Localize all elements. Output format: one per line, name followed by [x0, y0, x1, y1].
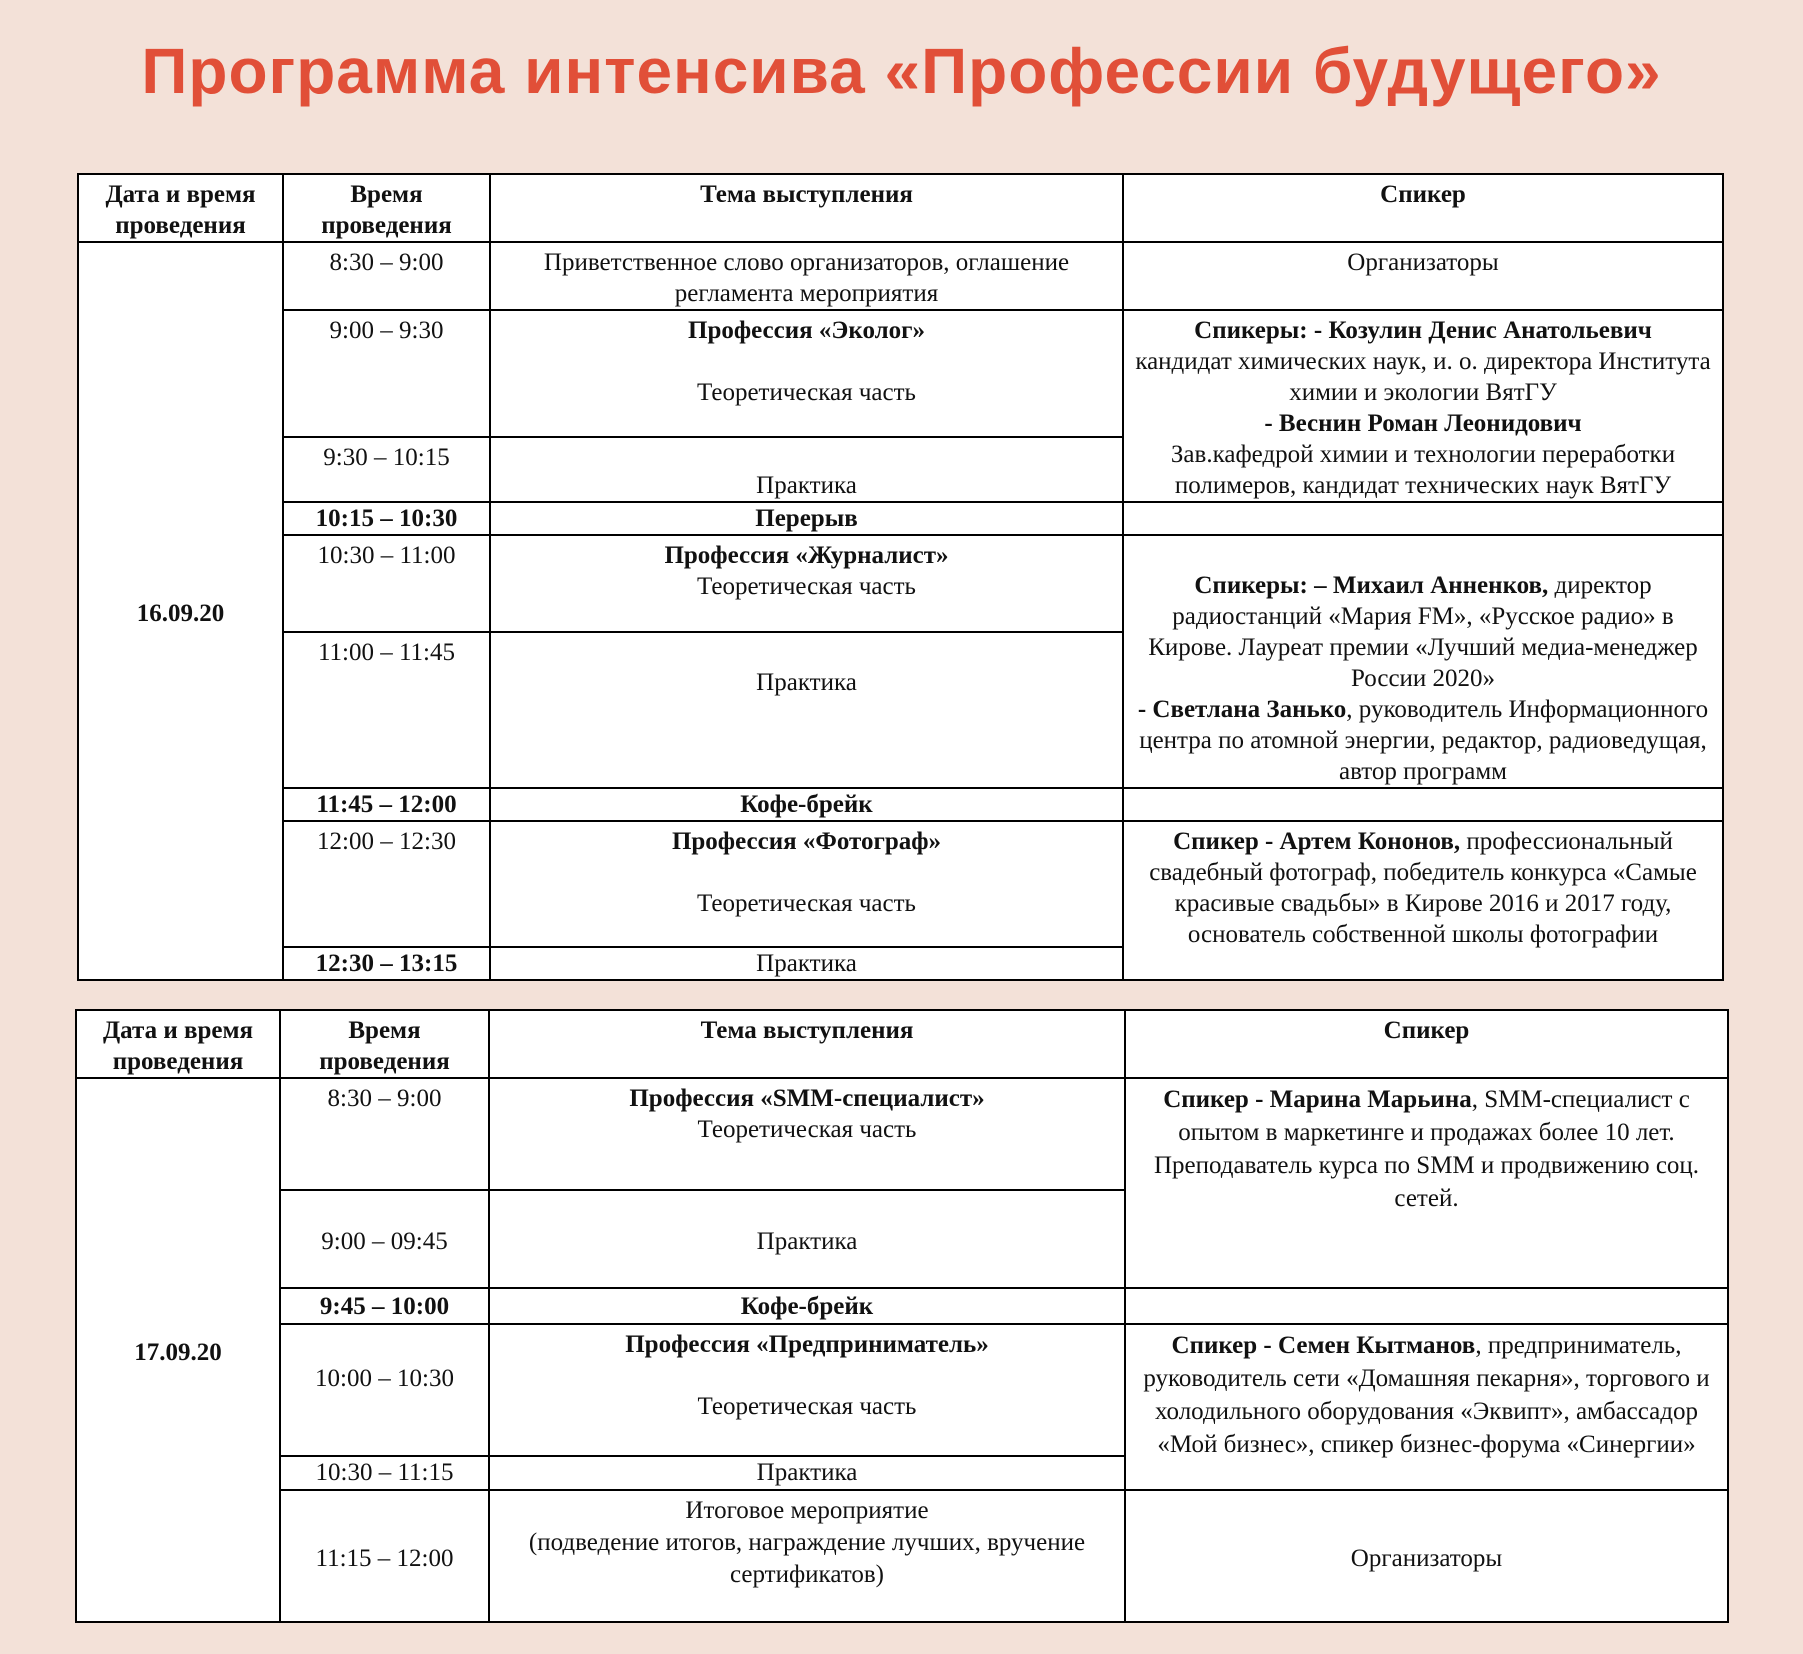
topic-title: Профессия «Фотограф»: [671, 828, 942, 855]
speaker-cell: Организаторы: [1125, 1490, 1728, 1622]
speaker-name: Спикер - Артем Кононов,: [1173, 828, 1461, 855]
speaker-name: Спикер - Марина Марьина: [1163, 1086, 1472, 1113]
topic-cell: Кофе-брейк: [489, 1288, 1125, 1324]
table-header-row: [76, 1010, 1728, 1078]
header-topic: Тема выступления: [490, 174, 1123, 242]
table-header-row: [78, 174, 1723, 242]
topic-title: Профессия «Эколог»: [688, 317, 925, 344]
topic-cell: [489, 1324, 1125, 1456]
topic-subtitle: Теоретическая часть: [697, 573, 916, 600]
time-cell: 11:15 – 12:00: [280, 1490, 489, 1622]
speaker-cell-empty: [1123, 788, 1723, 821]
time-cell: 8:30 – 9:00: [283, 242, 490, 310]
date-cell: 17.09.20: [76, 1078, 280, 1622]
date-cell: 16.09.20: [78, 242, 283, 980]
time-cell: 9:00 – 09:45: [280, 1190, 489, 1288]
speaker-name: Спикеры: - Козулин Денис Анатольевич: [1194, 317, 1652, 344]
schedule-table-day1: [77, 173, 1724, 981]
time-cell: 10:30 – 11:15: [280, 1456, 489, 1490]
time-cell: 8:30 – 9:00: [280, 1078, 489, 1190]
table-row: [78, 535, 1723, 632]
time-cell: 10:00 – 10:30: [280, 1324, 489, 1456]
header-topic: Тема выступления: [489, 1010, 1125, 1078]
header-date: Дата и время проведения: [76, 1010, 280, 1078]
topic-subtitle: Теоретическая часть: [697, 890, 916, 917]
time-cell: 9:45 – 10:00: [280, 1288, 489, 1324]
table-row: [76, 1288, 1728, 1324]
speaker-description: кандидат химических наук, и. о. директора Института химии и экологии ВятГУ: [1135, 348, 1711, 406]
speaker-cell: Организаторы: [1123, 242, 1723, 310]
table-row: [76, 1078, 1728, 1190]
topic-cell: [489, 1078, 1125, 1190]
topic-title: Профессия «Предприниматель»: [625, 1331, 989, 1358]
time-cell: 9:00 – 9:30: [283, 310, 490, 437]
topic-cell: [490, 821, 1123, 947]
table-row: [76, 1324, 1728, 1456]
header-speaker: Спикер: [1123, 174, 1723, 242]
topic-title: Профессия «Журналист»: [664, 542, 949, 569]
speaker-cell: [1123, 310, 1723, 502]
topic-title: Итоговое мероприятие: [685, 1497, 929, 1524]
time-cell: 12:00 – 12:30: [283, 821, 490, 947]
time-cell: 9:30 – 10:15: [283, 437, 490, 502]
topic-cell: Практика: [490, 437, 1123, 502]
speaker-cell: [1125, 1324, 1728, 1490]
speaker-name: Спикер - Семен Кытманов: [1171, 1332, 1476, 1359]
topic-cell: Приветственное слово организаторов, оглашение регламента мероприятия: [490, 242, 1123, 310]
time-cell: 10:15 – 10:30: [283, 502, 490, 535]
page-title: Программа интенсива «Профессии будущего»: [141, 35, 1662, 107]
topic-subtitle: Теоретическая часть: [697, 1393, 917, 1420]
time-cell: 10:30 – 11:00: [283, 535, 490, 632]
speaker-cell: [1123, 535, 1723, 788]
table-row: [76, 1490, 1728, 1622]
topic-subtitle: Теоретическая часть: [697, 379, 916, 406]
topic-cell: Кофе-брейк: [490, 788, 1123, 821]
header-speaker: Спикер: [1125, 1010, 1728, 1078]
topic-cell: [489, 1490, 1125, 1622]
time-cell: 11:00 – 11:45: [283, 632, 490, 788]
speaker-description: , предприниматель, руководитель сети «Домашняя пекарня», торгового и холодильного оборудования «Эквипт», амбассадор «Мой бизнес», спикер бизнес-форума «Синергии»: [1143, 1332, 1710, 1458]
topic-cell: [490, 310, 1123, 437]
speaker-description: профессиональный свадебный фотограф, победитель конкурса «Самые красивые свадьбы» в Кирове 2016 и 2017 году, основатель собственной школы фотографии: [1149, 828, 1697, 948]
table-row: [78, 502, 1723, 535]
speaker-description: директор радиостанций «Мария FM», «Русское радио» в Кирове. Лауреат премии «Лучший медиа-менеджер России 2020»: [1148, 572, 1698, 692]
header-time: Время проведения: [283, 174, 490, 242]
speaker-name: - Веснин Роман Леонидович: [1264, 410, 1582, 437]
header-time: Время проведения: [280, 1010, 489, 1078]
topic-cell: Практика: [489, 1190, 1125, 1288]
topic-cell: Практика: [490, 632, 1123, 788]
table-row: [78, 788, 1723, 821]
speaker-cell: [1123, 821, 1723, 980]
speaker-description: , руководитель Информационного центра по атомной энергии, редактор, радиоведущая, автор программ: [1139, 696, 1709, 785]
topic-cell: Перерыв: [490, 502, 1123, 535]
speaker-cell-empty: [1123, 502, 1723, 535]
speaker-cell-empty: [1125, 1288, 1728, 1324]
topic-title: Профессия «SMM-специалист»: [629, 1085, 985, 1112]
schedule-table-day2: [75, 1009, 1729, 1623]
speaker-name: - Светлана Занько: [1137, 696, 1347, 723]
topic-description: (подведение итогов, награждение лучших, вручение сертификатов): [528, 1529, 1086, 1588]
topic-cell: [490, 535, 1123, 632]
table-row: [78, 821, 1723, 947]
speaker-name: Спикеры: – Михаил Анненков,: [1194, 572, 1549, 599]
topic-cell: Практика: [489, 1456, 1125, 1490]
speaker-description: Зав.кафедрой химии и технологии переработки полимеров, кандидат технических наук ВятГУ: [1170, 441, 1676, 499]
header-date: Дата и время проведения: [78, 174, 283, 242]
time-cell: 11:45 – 12:00: [283, 788, 490, 821]
table-row: [78, 310, 1723, 437]
speaker-cell: [1125, 1078, 1728, 1288]
time-cell: 12:30 – 13:15: [283, 947, 490, 980]
table-row: [78, 242, 1723, 310]
speaker-description: , SMM-специалист с опытом в маркетинге и продажах более 10 лет. Преподаватель курса по SMM и продвижению соц. сетей.: [1153, 1086, 1700, 1212]
topic-cell: Практика: [490, 947, 1123, 980]
topic-subtitle: Теоретическая часть: [697, 1116, 917, 1143]
